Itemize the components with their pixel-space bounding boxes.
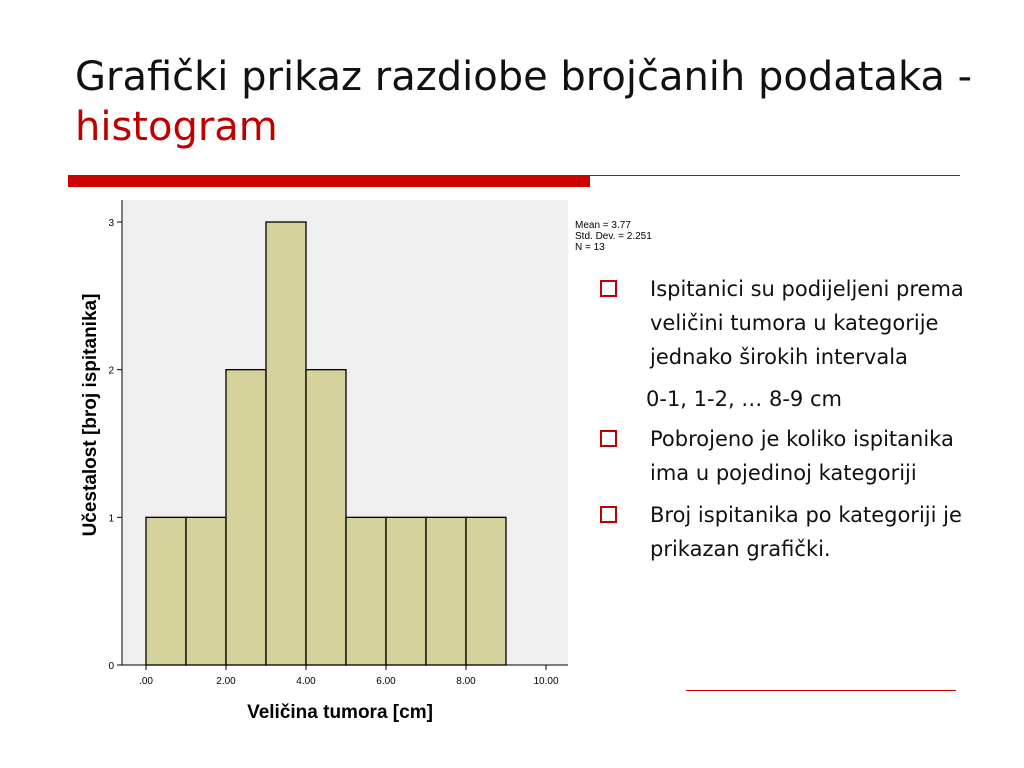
bullet-subitem [598,382,978,416]
x-tick-label: 10.00 [533,676,559,687]
x-tick-label: 4.00 [296,676,316,687]
histogram-bar [466,517,506,665]
y-tick-label: 3 [108,218,114,229]
bullet-item [598,498,978,566]
histogram-bar [346,517,386,665]
bullet-text: 0-1, 1-2, … 8-9 cm [646,387,842,411]
x-tick-label: 6.00 [376,676,396,687]
square-bullet-icon [600,430,617,447]
y-tick-label: 0 [108,661,114,672]
x-tick-label: 8.00 [456,676,476,687]
slide-title-accent: histogram [75,104,278,150]
histogram-bar [226,370,266,665]
histogram-bar [426,517,466,665]
stat-std-dev: Std. Dev. = 2.251 [575,231,652,242]
x-tick-label: 2.00 [216,676,236,687]
square-bullet-icon [600,506,617,523]
histogram-bar [266,222,306,665]
y-tick-label: 1 [108,513,114,525]
bullet-item [598,422,978,490]
bullet-text: Ispitanici su podijeljeni prema veličini tumora u kategorije jednako širokih intervala [650,277,964,369]
bullet-list [598,272,978,574]
stat-n: N = 13 [575,242,605,253]
y-axis-title: Učestalost [broj ispitanika] [80,293,101,537]
histogram-bar [386,517,426,665]
slide-title-main: Grafički prikaz razdiobe brojčanih podataka - [75,54,973,100]
x-axis-title: Veličina tumora [cm] [247,702,433,723]
bullet-text: Pobrojeno je koliko ispitanika ima u pojedinoj kategoriji [650,427,954,485]
histogram-bar [186,517,226,665]
bullet-item [598,272,978,374]
bullet-text: Broj ispitanika po kategoriji je prikazan grafički. [650,503,962,561]
y-tick-label: 2 [108,365,114,377]
x-tick-label: .00 [139,676,153,687]
histogram-bar [146,517,186,665]
summary-statistics [575,220,652,253]
histogram-bar [306,370,346,665]
square-bullet-icon [600,280,617,297]
stat-mean: Mean = 3.77 [575,220,631,231]
